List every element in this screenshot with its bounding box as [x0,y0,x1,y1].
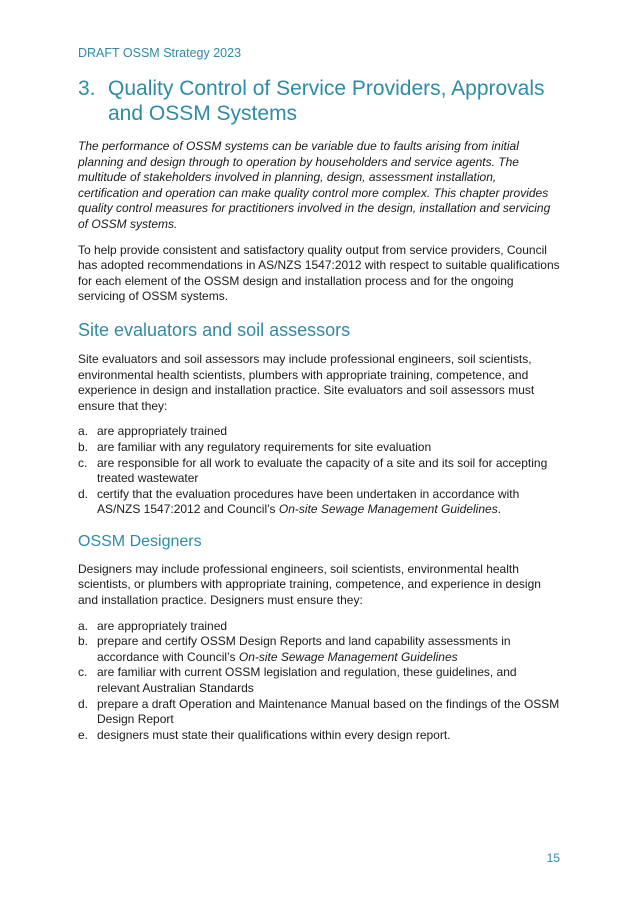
list-item-text: are appropriately trained [97,618,228,633]
list-item [78,697,560,728]
list-item-text-start: prepare and certify OSSM Design Reports and land capability assessments in accordance with Council’s [97,634,511,664]
intro-paragraph: The performance of OSSM systems can be variable due to faults arising from initial planning and design through to operation by householders and service agents. The multitude of stakeholders involved in planning, design, assessment installation, certification and operation can make quality control more complex. This chapter provides quality control measures for practitioners involved in the design, installation and servicing of OSSM systems. [78,139,551,231]
page-number: 15 [546,851,560,865]
list-item-text: designers must state their qualifications within every design report. [97,727,451,742]
list-item [78,665,560,696]
list-item-text: are familiar with current OSSM legislation and regulation, these guidelines, and relevant Australian Standards [97,665,517,696]
list-marker: a. [78,618,89,633]
site-evaluators-list [78,424,560,518]
list-item-text: prepare a draft Operation and Maintenance Manual based on the findings of the OSSM Design Report [97,696,560,727]
section-heading-designers: OSSM Designers [78,532,202,550]
document-page [78,0,560,901]
list-item [78,728,560,744]
list-item [78,487,560,518]
list-marker: e. [78,727,89,742]
list-marker: b. [78,634,89,649]
section-heading-site-evaluators: Site evaluators and soil assessors [78,319,351,340]
list-item [78,619,560,635]
body-paragraph: To help provide consistent and satisfactory quality output from service providers, Council has adopted recommendations in AS/NZS 1547:2012 with respect to suitable qualifications for each element of the OSSM design and installation process and for the ongoing servicing of OSSM systems. [78,242,560,304]
list-item-text [97,634,560,665]
list-item [78,424,560,440]
designers-list [78,619,560,744]
chapter-title [78,76,560,126]
list-marker: c. [78,665,88,680]
list-item-text-end: . [497,502,502,517]
chapter-number: 3. [78,77,96,100]
running-header: DRAFT OSSM Strategy 2023 [78,46,242,60]
list-item-text [97,487,560,518]
list-item-text: are appropriately trained [97,424,228,439]
designers-paragraph: Designers may include professional engineers, soil scientists, environmental health scientists, or plumbers with appropriate training, competence, and experience in design and installation practice. Designers must ensure they: [78,561,541,608]
guidelines-title: On-site Sewage Management Guidelines [278,502,498,517]
list-marker: c. [78,455,88,470]
list-marker: a. [78,424,89,439]
body-content [78,139,560,753]
guidelines-title: On-site Sewage Management Guidelines [238,649,458,664]
list-item [78,634,560,665]
list-item-text-start: certify that the evaluation procedures have been undertaken in accordance with AS/NZS 1547:2012 and Council’s [97,486,520,517]
list-item [78,456,560,487]
list-item [78,440,560,456]
list-marker: b. [78,439,89,454]
list-marker: d. [78,696,89,711]
site-evaluators-paragraph: Site evaluators and soil assessors may include professional engineers, soil scientists, environmental health scientists, plumbers with appropriate training, competence, and experience in design and installation practice. Site evaluators and soil assessors must ensure that they: [78,351,535,413]
list-marker: d. [78,486,89,501]
list-item-text: are responsible for all work to evaluate the capacity of a site and its soil for accepting treated wastewater [97,455,548,486]
chapter-title-text: Quality Control of Service Providers, Approvals and OSSM Systems [108,77,545,125]
list-item-text: are familiar with any regulatory requirements for site evaluation [97,439,432,454]
